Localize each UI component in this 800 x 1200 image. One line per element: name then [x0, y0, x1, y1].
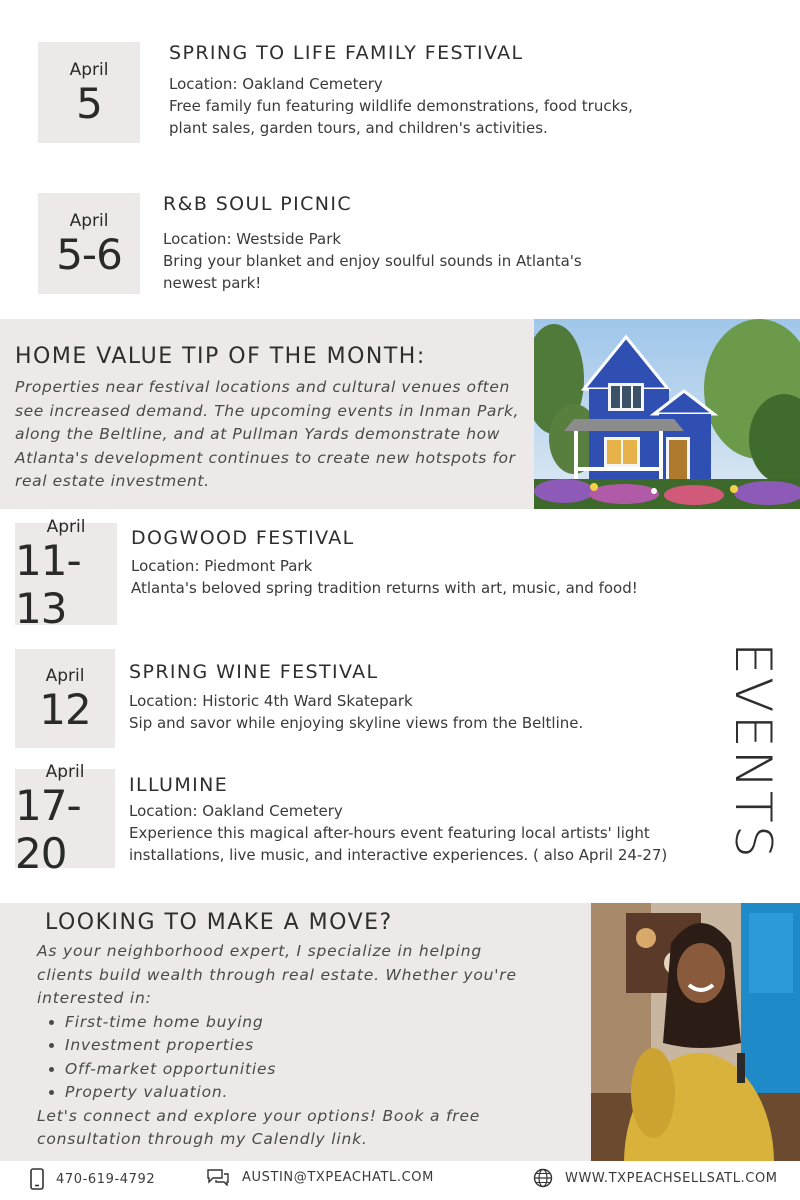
date-box [38, 42, 140, 143]
globe-icon [533, 1168, 553, 1188]
website-url: WWW.TXPEACHSELLSATL.COM [565, 1170, 778, 1186]
date-day: 11-13 [15, 536, 81, 633]
move-intro: As your neighborhood expert, I specialize in helping clients build wealth through real estate. Whether you're interested in: [37, 942, 517, 1007]
footer-phone[interactable] [30, 1168, 155, 1190]
event-location: Location: Oakland Cemetery [169, 75, 383, 93]
move-title: LOOKING TO MAKE A MOVE? [45, 910, 393, 935]
list-item: • First-time home buying [65, 1011, 517, 1035]
event-details [129, 800, 719, 866]
footer-website[interactable] [533, 1168, 778, 1188]
email-address: AUSTIN@TXPEACHATL.COM [242, 1169, 434, 1185]
event-location: Location: Piedmont Park [131, 557, 313, 575]
date-box [15, 761, 115, 878]
footer-email[interactable] [206, 1168, 434, 1186]
phone-number: 470-619-4792 [56, 1171, 156, 1187]
date-month: April [69, 210, 109, 231]
event-details [163, 228, 633, 294]
event-description: Atlanta's beloved spring tradition returns with art, music, and food! [131, 579, 638, 597]
date-month: April [45, 665, 85, 686]
tip-text: Properties near festival locations and cultural venues often see increased demand. The upcoming events in Inman Park, along the Beltline, and at Pullman Yards demonstrate how Atlanta's development continues to create new hotspots for real estate investment. [15, 378, 520, 490]
date-box [38, 193, 140, 294]
date-day: 5 [76, 78, 102, 128]
move-outro: Let's connect and explore your options! Book a free consultation through my Calendly link. [37, 1106, 481, 1148]
move-list [37, 1011, 517, 1105]
list-item: • Investment properties [65, 1034, 517, 1058]
chat-icon [206, 1168, 230, 1186]
event-title: SPRING TO LIFE FAMILY FESTIVAL [169, 42, 524, 64]
list-item: • Off-market opportunities [65, 1058, 517, 1082]
date-month: April [46, 517, 86, 537]
date-day: 12 [39, 684, 91, 734]
event-description: Bring your blanket and enjoy soulful sounds in Atlanta's newest park! [163, 252, 582, 292]
events-vertical-label [712, 640, 792, 865]
event-details [131, 555, 691, 599]
event-location: Location: Oakland Cemetery [129, 802, 343, 820]
event-location: Location: Historic 4th Ward Skatepark [129, 692, 413, 710]
move-text [37, 940, 517, 1152]
date-day: 17-20 [15, 780, 81, 878]
date-month: April [45, 761, 85, 782]
phone-icon [30, 1168, 44, 1190]
event-location: Location: Westside Park [163, 230, 342, 248]
date-day: 5-6 [56, 229, 122, 279]
event-description: Experience this magical after-hours event featuring local artists' light installations, live music, and interactive experiences. ( also April 24-27) [129, 824, 668, 864]
event-details [169, 73, 659, 139]
event-title: R&B SOUL PICNIC [163, 193, 353, 215]
date-box [15, 517, 117, 633]
list-item: • Property valuation. [65, 1081, 517, 1105]
event-title: DOGWOOD FESTIVAL [131, 527, 355, 549]
date-box [15, 649, 115, 748]
tip-title: HOME VALUE TIP OF THE MONTH: [15, 344, 426, 369]
house-photo [534, 319, 800, 509]
event-title: SPRING WINE FESTIVAL [129, 661, 379, 683]
event-details [129, 690, 689, 734]
event-description: Sip and savor while enjoying skyline views from the Beltline. [129, 714, 584, 732]
agent-photo [591, 903, 800, 1161]
date-month: April [69, 59, 109, 80]
event-title: ILLUMINE [129, 774, 229, 796]
events-label: EVENTS [724, 642, 782, 852]
event-description: Free family fun featuring wildlife demonstrations, food trucks, plant sales, garden tours, and children's activities. [169, 97, 633, 137]
